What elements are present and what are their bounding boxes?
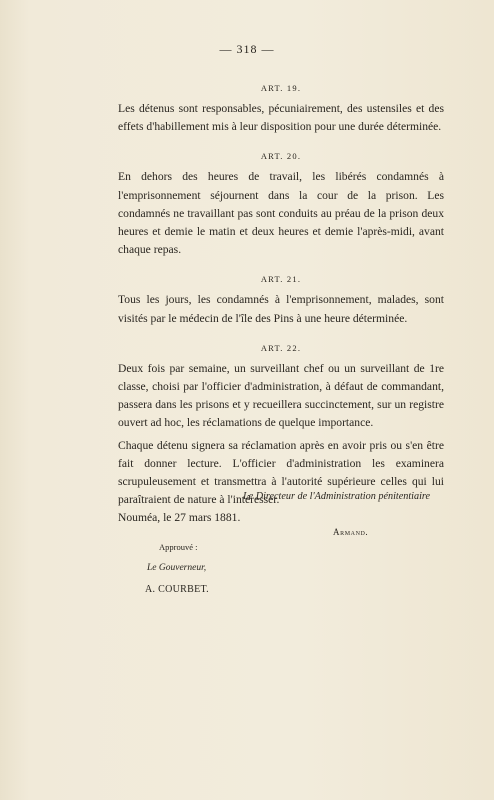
signature-title: Le Directeur de l'Administration pénitentiaire: [243, 491, 431, 502]
page-number: — 318 —: [219, 42, 275, 56]
article-heading: ART. 21.: [260, 274, 302, 285]
article-paragraph: Deux fois par semaine, un surveillant chef ou un surveillant de 1re classe, choisi par l'officier d'administration, à défaut de commandant, passera dans les prisons et y recueillera succinctement, sur un registre ouvert ad hoc, les réclamations de quelque importance.: [118, 361, 444, 430]
article-paragraph: Tous les jours, les condamnés à l'emprisonnement, malades, sont visités par le médecin de l'île des Pins à une heure déterminée.: [118, 293, 444, 325]
governor-name: A. COURBET.: [145, 584, 209, 595]
article-paragraph: Les détenus sont responsables, pécuniairement, des ustensiles et des effets d'habillement mis à leur disposition pour une durée déterminée.: [118, 102, 444, 134]
article-heading: ART. 19.: [260, 83, 302, 93]
approval-label: Approuvé :: [159, 542, 198, 552]
document-body: [118, 76, 444, 528]
article-paragraph: En dehors des heures de travail, les libérés condamnés à l'emprisonnement séjournent dans la cour de la prison. Les condamnés ne travaillant pas sont conduits au préau de la prison deux heures et demie le matin et deux heures et demie l'après-midi, avant chaque repas.: [118, 170, 444, 257]
article-heading: ART. 22.: [260, 342, 302, 353]
signature-name: Armand.: [333, 527, 369, 537]
article-heading: ART. 20.: [260, 151, 302, 162]
article-paragraph: Chaque détenu signera sa réclamation après en avoir pris ou s'en être fait donner lecture. L'officier d'administration les examinera scrupuleusement et transmettra à l'autorité supérieure celles qui lui paraîtraient de nature à l'intéresser.: [118, 438, 444, 507]
date-line: Nouméa, le 27 mars 1881.: [118, 511, 241, 525]
governor-title: Le Gouverneur,: [147, 563, 207, 573]
